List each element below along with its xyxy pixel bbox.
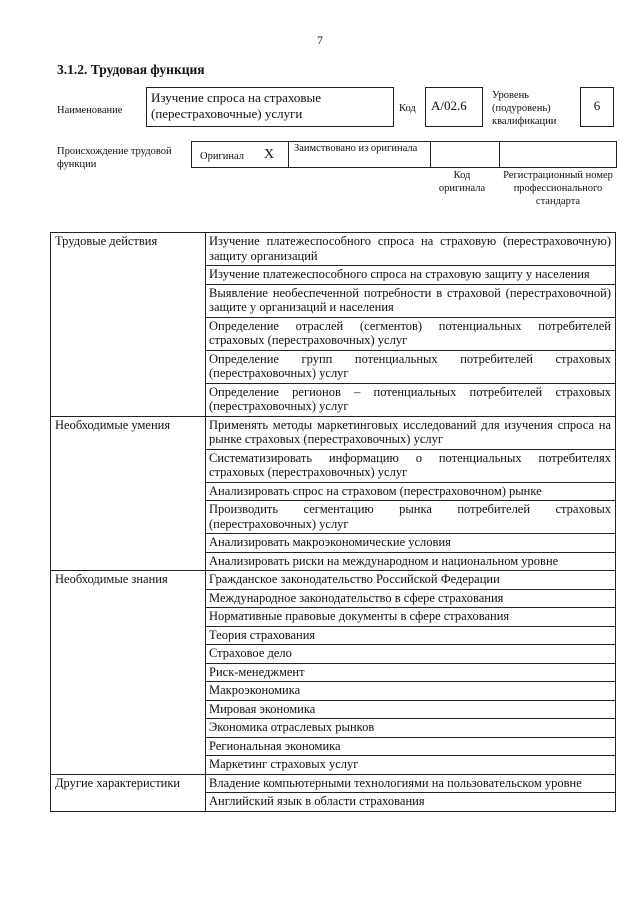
table-row — [51, 774, 616, 811]
list-item: Теория страхования — [206, 627, 615, 646]
items-cell — [206, 774, 616, 811]
list-item: Определение регионов – потенциальных потребителей страховых (перестраховочных) услуг — [209, 384, 611, 413]
page-number: 7 — [317, 33, 323, 47]
list-item: Маркетинг страховых услуг — [209, 757, 359, 771]
list-item: Изучение платежеспособного спроса на страховую защиту у населения — [206, 266, 615, 285]
list-item: Анализировать спрос на страховом (перестраховочном) рынке — [206, 483, 615, 502]
labor-function-table — [50, 232, 616, 812]
code-original-label: Код оригинала — [438, 170, 486, 194]
reg-number-label: Регистрационный номер профессионального стандарта — [503, 170, 613, 207]
function-name-field: Изучение спроса на страховые (перестраховочные) услуги — [146, 87, 394, 127]
list-item: Производить сегментацию рынка потребителей страховых (перестраховочных) услуг — [206, 501, 615, 534]
list-item: Международное законодательство в сфере страхования — [206, 590, 615, 609]
table-row — [51, 571, 616, 775]
list-item: Региональная экономика — [206, 738, 615, 757]
list-item: Владение компьютерными технологиями на пользовательском уровне — [206, 775, 615, 794]
list-item: Гражданское законодательство Российской Федерации — [206, 571, 615, 590]
name-label: Наименование — [57, 105, 123, 116]
list-item: Мировая экономика — [206, 701, 615, 720]
category-cell: Другие характеристики — [51, 774, 206, 811]
items-cell — [206, 416, 616, 571]
list-item: Анализировать риски на международном и национальном уровне — [209, 553, 559, 568]
section-title: 3.1.2. Трудовая функция — [57, 62, 205, 77]
table-row — [51, 233, 616, 417]
level-field: 6 — [580, 87, 614, 127]
items-cell — [206, 571, 616, 775]
list-item: Экономика отраслевых рынков — [206, 719, 615, 738]
list-item: Определение отраслей (сегментов) потенциальных потребителей страховых (перестраховочных) услуг — [206, 318, 615, 351]
list-item: Макроэкономика — [206, 682, 615, 701]
origin-label: Происхождение трудовой функции — [57, 146, 172, 170]
list-item: Выявление необеспеченной потребности в страховой (перестраховочной) защите у организаций и населения — [206, 285, 615, 318]
code-label: Код — [399, 103, 416, 114]
list-item: Систематизировать информацию о потенциальных потребителях страховых (перестраховочных) услуг — [206, 450, 615, 483]
borrowed-label: Заимствовано из оригинала — [294, 143, 418, 154]
table-row — [51, 416, 616, 571]
level-label: Уровень (подуровень) квалификации — [492, 90, 557, 127]
category-cell: Необходимые знания — [51, 571, 206, 775]
list-item: Применять методы маркетинговых исследований для изучения спроса на рынке страховых (перестраховочных) услуг — [206, 417, 615, 450]
original-mark: X — [264, 147, 275, 162]
list-item: Риск-менеджмент — [206, 664, 615, 683]
list-item: Страховое дело — [206, 645, 615, 664]
category-cell: Трудовые действия — [51, 233, 206, 417]
list-item: Анализировать макроэкономические условия — [206, 534, 615, 553]
list-item: Нормативные правовые документы в сфере страхования — [206, 608, 615, 627]
list-item: Английский язык в области страхования — [209, 794, 425, 808]
items-cell — [206, 233, 616, 417]
code-field: A/02.6 — [425, 87, 483, 127]
list-item: Изучение платежеспособного спроса на страховую (перестраховочную) защиту организаций — [206, 233, 615, 266]
original-label: Оригинал — [200, 151, 244, 162]
list-item: Определение групп потенциальных потребителей страховых (перестраховочных) услуг — [206, 351, 615, 384]
category-cell: Необходимые умения — [51, 416, 206, 571]
